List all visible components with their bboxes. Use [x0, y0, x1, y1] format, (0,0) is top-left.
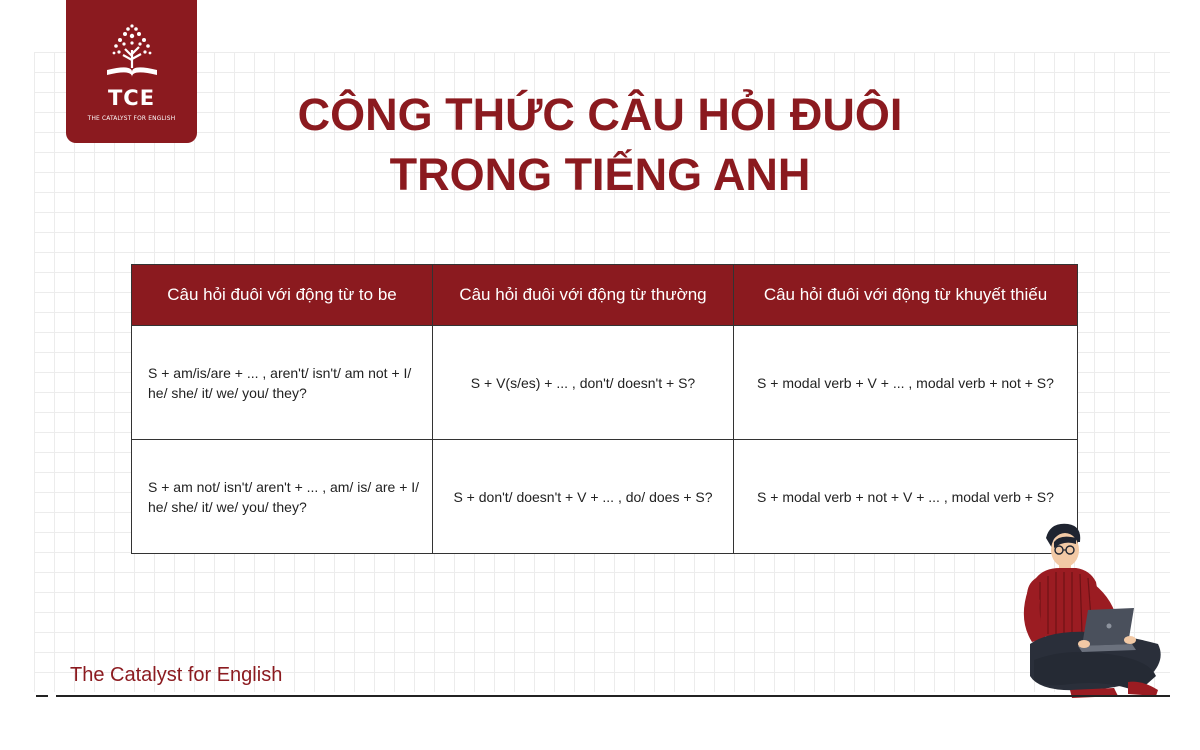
tag-question-table [131, 264, 1078, 554]
table-row [132, 440, 1078, 554]
tree-book-icon [101, 22, 163, 84]
footer-divider [56, 695, 1170, 697]
header-to-be: Câu hỏi đuôi với động từ to be [132, 265, 433, 326]
table-cell: S + V(s/es) + ... , don't/ doesn't + S? [433, 326, 734, 440]
header-ordinary-verb: Câu hỏi đuôi với động từ thường [433, 265, 734, 326]
person-with-laptop-illustration [1010, 520, 1175, 700]
logo-tagline: THE CATALYST FOR ENGLISH [87, 114, 176, 122]
table-cell: S + am/is/are + ... , aren't/ isn't/ am not + I/ he/ she/ it/ we/ you/ they? [132, 326, 433, 440]
header-modal-verb: Câu hỏi đuôi với động từ khuyết thiếu [734, 265, 1078, 326]
table-cell: S + modal verb + V + ... , modal verb + not + S? [734, 326, 1078, 440]
page-title-line2: TRONG TIẾNG ANH [389, 149, 811, 200]
table-cell: S + don't/ doesn't + V + ... , do/ does + S? [433, 440, 734, 554]
table-row [132, 326, 1078, 440]
page-title-line1: CÔNG THỨC CÂU HỎI ĐUÔI [297, 89, 903, 140]
footer-divider-dash [36, 695, 48, 697]
logo-brand-text: TCE [107, 86, 156, 110]
footer-brand-text: The Catalyst for English [70, 664, 283, 686]
table-cell: S + am not/ isn't/ aren't + ... , am/ is/ are + I/ he/ she/ it/ we/ you/ they? [132, 440, 433, 554]
table-cell: S + modal verb + not + V + ... , modal verb + S? [734, 440, 1078, 554]
table-header-row [132, 265, 1078, 326]
